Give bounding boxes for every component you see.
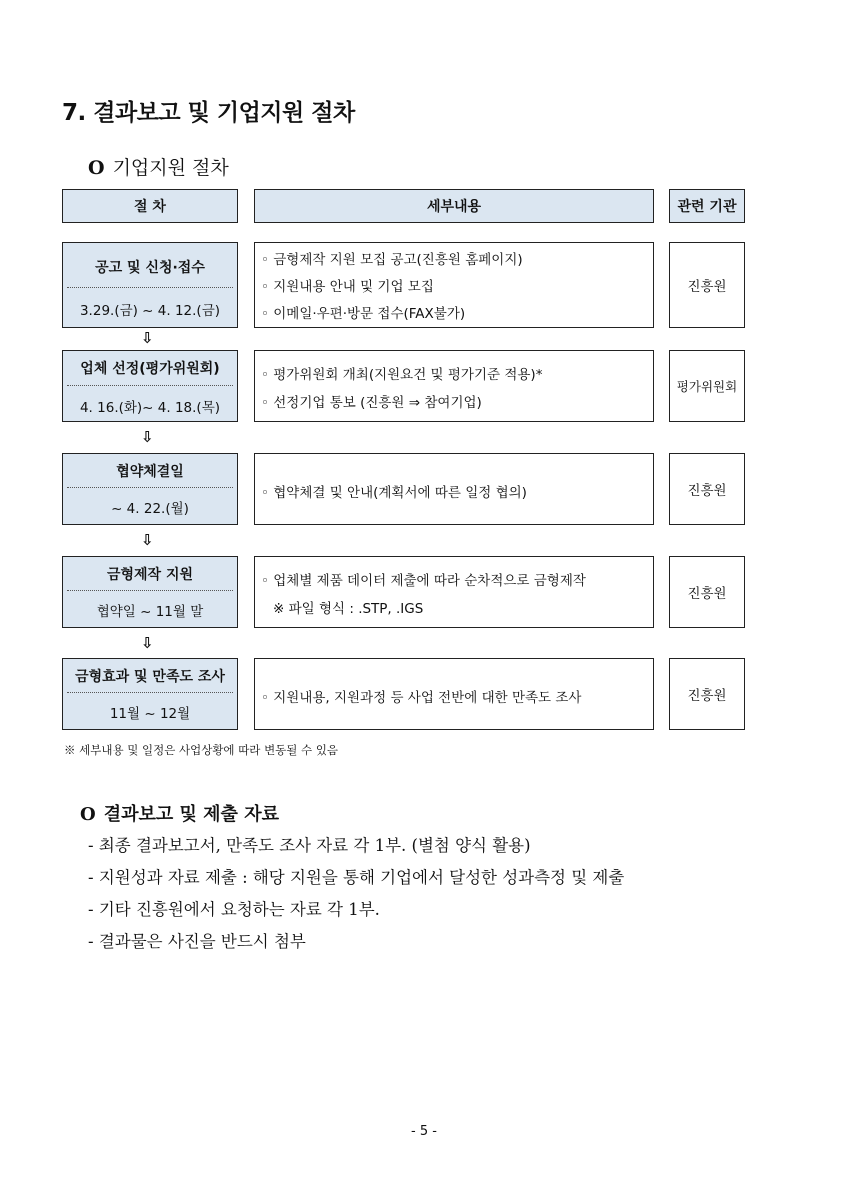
header-step: 절 차 [62, 189, 238, 223]
list-item: - 결과물은 사진을 반드시 첨부 [88, 932, 306, 951]
detail-box [254, 350, 654, 422]
detail-line: ◦ 이메일·우편·방문 접수(FAX불가) [261, 306, 466, 322]
down-arrow-icon: ⇩ [141, 634, 154, 652]
org-box: 진흥원 [669, 453, 745, 525]
step-divider [67, 590, 233, 591]
org-box: 진흥원 [669, 658, 745, 730]
step-divider [67, 692, 233, 693]
detail-box [254, 242, 654, 328]
detail-box [254, 453, 654, 525]
step-date: 3.29.(금) ~ 4. 12.(금) [79, 303, 221, 319]
step-title: 업체 선정(평가위원회) [80, 361, 220, 377]
footnote: ※ 세부내용 및 일정은 사업상황에 따라 변동될 수 있음 [64, 743, 339, 757]
header-detail: 세부내용 [254, 189, 654, 223]
step-title: 금형효과 및 만족도 조사 [75, 669, 225, 685]
step-divider [67, 385, 233, 386]
detail-line: ◦ 지원내용, 지원과정 등 사업 전반에 대한 만족도 조사 [261, 690, 582, 706]
down-arrow-icon: ⇩ [141, 531, 154, 549]
down-arrow-icon: ⇩ [141, 329, 154, 347]
subheading [88, 153, 229, 180]
section2-title-text: 결과보고 및 제출 자료 [103, 804, 279, 825]
circle-bullet-icon: O [88, 157, 105, 179]
step-box [62, 556, 238, 628]
detail-line: ◦ 업체별 제품 데이터 제출에 따라 순차적으로 금형제작 [261, 573, 586, 589]
detail-line: ◦ 선정기업 통보 (진흥원 ⇒ 참여기업) [261, 395, 482, 411]
detail-line: ※ 파일 형식 : .STP, .IGS [273, 601, 424, 617]
step-date: 협약일 ~ 11월 말 [96, 604, 204, 620]
down-arrow-icon: ⇩ [141, 428, 154, 446]
step-title: 공고 및 신청·접수 [95, 260, 205, 276]
detail-line: ◦ 금형제작 지원 모집 공고(진흥원 홈페이지) [261, 252, 523, 268]
step-divider [67, 287, 233, 288]
page-number: - 5 - [411, 1124, 437, 1139]
detail-line: ◦ 평가위원회 개최(지원요건 및 평가기준 적용)* [261, 367, 543, 383]
detail-line: ◦ 협약체결 및 안내(계획서에 따른 일정 협의) [261, 485, 527, 501]
list-item: - 기타 진흥원에서 요청하는 자료 각 1부. [88, 900, 380, 919]
step-box [62, 350, 238, 422]
subheading-text: 기업지원 절차 [112, 157, 229, 179]
step-date: ~ 4. 22.(월) [111, 501, 189, 517]
detail-box [254, 556, 654, 628]
detail-box [254, 658, 654, 730]
step-date: 4. 16.(화)~ 4. 18.(목) [79, 400, 221, 416]
circle-bullet-icon: O [80, 804, 96, 825]
list-item: - 최종 결과보고서, 만족도 조사 자료 각 1부. (별첨 양식 활용) [88, 836, 531, 855]
step-date: 11월 ~ 12월 [109, 706, 191, 722]
org-box: 진흥원 [669, 242, 745, 328]
header-org: 관련 기관 [669, 189, 745, 223]
step-box [62, 242, 238, 328]
detail-line: ◦ 지원내용 안내 및 기업 모집 [261, 279, 434, 295]
org-box: 진흥원 [669, 556, 745, 628]
step-title: 협약체결일 [116, 464, 184, 480]
step-divider [67, 487, 233, 488]
org-box: 평가위원회 [669, 350, 745, 422]
step-title: 금형제작 지원 [106, 567, 194, 583]
section2-title [80, 800, 279, 826]
section-heading: 7. 결과보고 및 기업지원 절차 [62, 100, 355, 126]
list-item: - 지원성과 자료 제출 : 해당 지원을 통해 기업에서 달성한 성과측정 및 제출 [88, 868, 625, 887]
step-box [62, 658, 238, 730]
step-box [62, 453, 238, 525]
